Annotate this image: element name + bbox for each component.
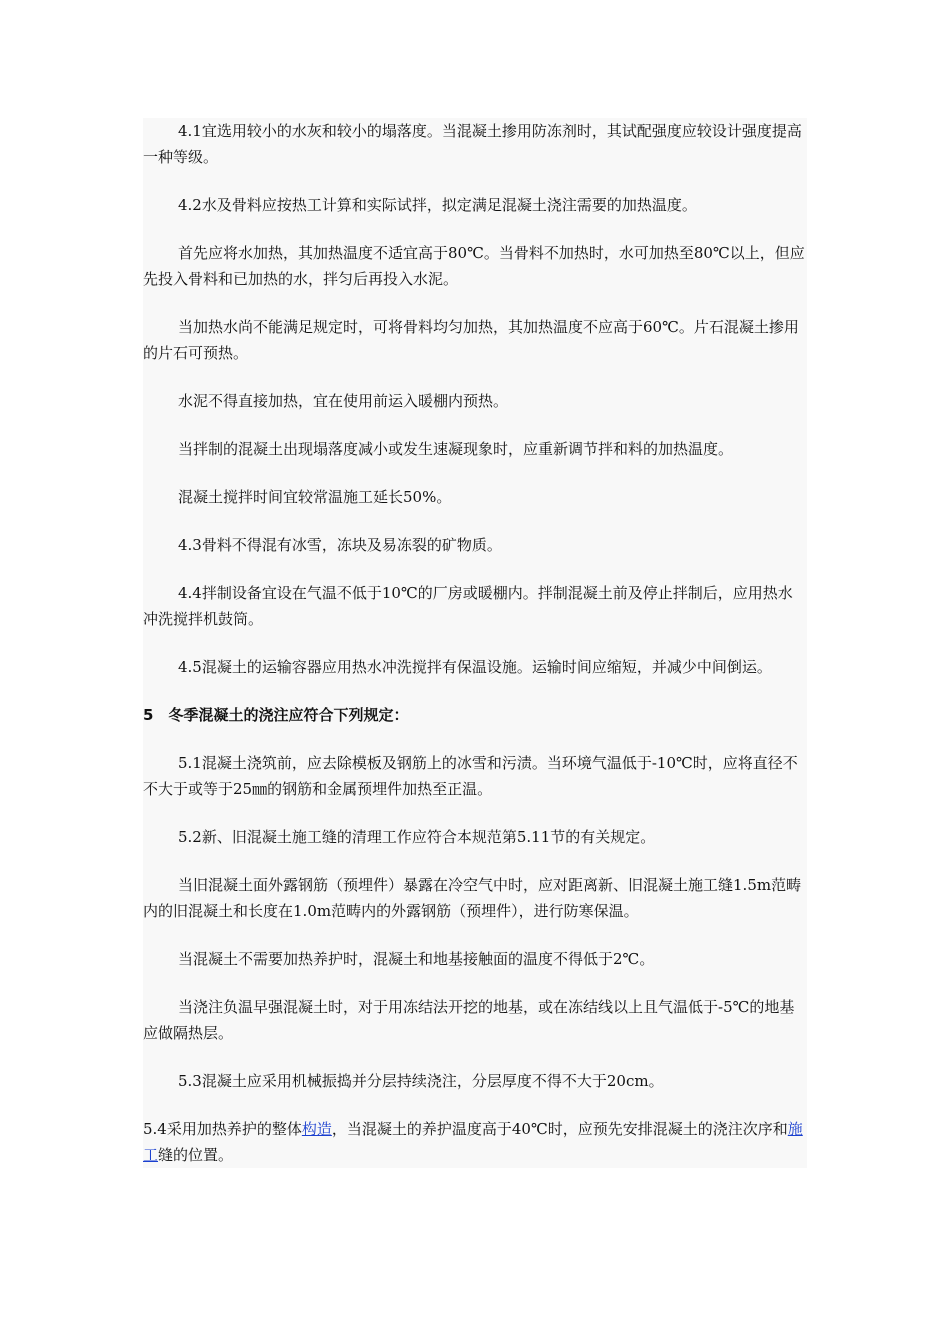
paragraph-aggregate-heating: 当加热水尚不能满足规定时，可将骨料均匀加热，其加热温度不应高于60℃。片石混凝土掺用的片石可预热。 xyxy=(143,318,799,362)
paragraph-4-1: 4.1宜选用较小的水灰和较小的塌落度。当混凝土掺用防冻剂时，其试配强度应较设计强度提高一种等级。 xyxy=(143,122,802,166)
document-content xyxy=(143,118,807,1168)
paragraph-4-3: 4.3骨料不得混有冰雪，冻块及易冻裂的矿物质。 xyxy=(178,536,502,554)
paragraph-5-4-part2: ，当混凝土的养护温度高于40℃时，应预先安排混凝土的浇注次序和 xyxy=(331,1120,788,1138)
paragraph-5-2: 5.2新、旧混凝土施工缝的清理工作应符合本规范第5.11节的有关规定。 xyxy=(178,828,656,846)
paragraph-4-4: 4.4拌制设备宜设在气温不低于10℃的厂房或暖棚内。拌制混凝土前及停止拌制后，应用热水冲洗搅拌机鼓筒。 xyxy=(143,584,793,628)
paragraph-4-2: 4.2水及骨料应按热工计算和实际试拌，拟定满足混凝土浇注需要的加热温度。 xyxy=(178,196,697,214)
paragraph-5-3: 5.3混凝土应采用机械振捣并分层持续浇注，分层厚度不得不大于20cm。 xyxy=(178,1072,664,1090)
section-heading-5: 5 冬季混凝土的浇注应符合下列规定： xyxy=(143,706,409,724)
paragraph-5-4-part1: 5.4采用加热养护的整体 xyxy=(143,1120,302,1138)
paragraph-old-joint: 当旧混凝土面外露钢筋（预埋件）暴露在冷空气中时，应对距离新、旧混凝土施工缝1.5m范畴内的旧混凝土和长度在1.0m范畴内的外露钢筋（预埋件），进行防寒保温。 xyxy=(143,876,802,920)
link-construction[interactable]: 施工 xyxy=(143,1120,803,1164)
paragraph-foundation-temp: 当混凝土不需要加热养护时，混凝土和地基接触面的温度不得低于2℃。 xyxy=(178,950,655,968)
paragraph-5-1: 5.1混凝土浇筑前，应去除模板及钢筋上的冰雪和污渍。当环境气温低于-10℃时，应将直径不不大于或等于25㎜的钢筋和金属预埋件加热至正温。 xyxy=(143,754,798,798)
paragraph-mix-time: 混凝土搅拌时间宜较常温施工延长50%。 xyxy=(178,488,452,506)
paragraph-5-4-part3: 缝的位置。 xyxy=(158,1146,234,1164)
paragraph-5-4 xyxy=(143,1116,807,1168)
paragraph-frozen-foundation: 当浇注负温早强混凝土时，对于用冻结法开挖的地基，或在冻结线以上且气温低于-5℃的地基应做隔热层。 xyxy=(143,998,795,1042)
paragraph-slump: 当拌制的混凝土出现塌落度减小或发生速凝现象时，应重新调节拌和料的加热温度。 xyxy=(178,440,734,458)
paragraph-4-5: 4.5混凝土的运输容器应用热水冲洗搅拌有保温设施。运输时间应缩短，并减少中间倒运。 xyxy=(178,658,772,676)
paragraph-cement: 水泥不得直接加热，宜在使用前运入暖棚内预热。 xyxy=(178,392,509,410)
link-structure[interactable]: 构造 xyxy=(301,1120,332,1138)
paragraph-water-heating: 首先应将水加热，其加热温度不适宜高于80℃。当骨料不加热时，水可加热至80℃以上，但应先投入骨料和已加热的水，拌匀后再投入水泥。 xyxy=(143,244,805,288)
